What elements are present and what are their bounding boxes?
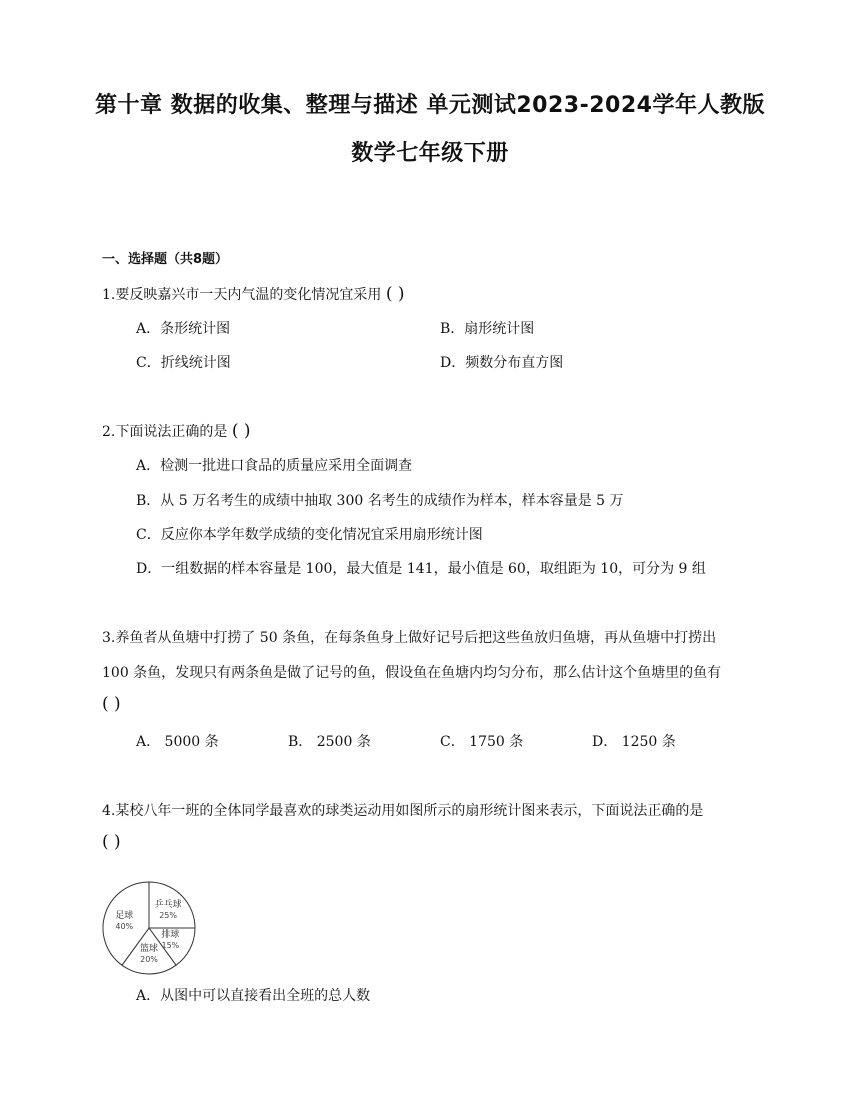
question-2-stem (102, 421, 250, 441)
pie-slice-label: 篮球 (139, 944, 159, 954)
pie-slice-percent: 40% (115, 921, 134, 931)
pie-slice-percent: 15% (161, 940, 180, 950)
doc-title-line2: 数学七年级下册 (351, 141, 509, 166)
question-2-option-b: B．从 5 万名考生的成绩中抽取 300 名考生的成绩作为样本，样本容量是 5 万 (136, 493, 624, 509)
question-3-option-c: C． 1750 条 (440, 734, 524, 750)
question-3-line2: 100 条鱼，发现只有两条鱼是做了记号的鱼，假设鱼在鱼塘内均匀分布，那么估计这个鱼塘里的鱼有 (102, 665, 722, 681)
pie-slice-label: 乒乓球 (154, 899, 182, 910)
question-1-option-d: D．频数分布直方图 (440, 355, 564, 371)
question-3-option-d: D． 1250 条 (592, 734, 676, 750)
question-1-stem (102, 284, 404, 304)
answer-paren: ( ) (385, 284, 405, 304)
question-1-option-b: B．扇形统计图 (440, 321, 535, 337)
question-4-option-a: A．从图中可以直接看出全班的总人数 (136, 988, 371, 1004)
pie-chart (96, 876, 206, 986)
question-2-option-d: D．一组数据的样本容量是 100，最大值是 141，最小值是 60，取组距为 10，可分为 9 组 (136, 561, 706, 577)
pie-slice-label: 足球 (115, 910, 134, 921)
question-4-line1: 4.某校八年一班的全体同学最喜欢的球类运动用如图所示的扇形统计图来表示，下面说法正确的是 (102, 803, 704, 819)
answer-paren: ( ) (102, 832, 121, 852)
question-1-option-c: C．折线统计图 (136, 355, 231, 371)
question-3-option-b: B． 2500 条 (288, 734, 371, 750)
question-2-option-c: C．反应你本学年数学成绩的变化情况宜采用扇形统计图 (136, 527, 483, 543)
doc-title-line1: 第十章 数据的收集、整理与描述 单元测试2023-2024学年人教版 (95, 93, 765, 118)
section-heading: 一、选择题（共8题） (102, 252, 229, 267)
pie-slice-percent: 25% (159, 910, 177, 920)
question-1-text: 1.要反映嘉兴市一天内气温的变化情况宜采用 (102, 287, 382, 303)
answer-paren: ( ) (231, 421, 251, 441)
question-3-option-a: A． 5000 条 (136, 734, 219, 750)
pie-slice-label: 排球 (161, 929, 180, 940)
question-2-text: 2.下面说法正确的是 (102, 424, 228, 440)
question-1-option-a: A．条形统计图 (136, 321, 231, 337)
pie-slice-percent: 20% (140, 955, 158, 964)
pie-chart-svg (96, 876, 206, 986)
question-2-option-a: A．检测一批进口食品的质量应采用全面调查 (136, 458, 413, 474)
question-3-line1: 3.养鱼者从鱼塘中打捞了 50 条鱼，在每条鱼身上做好记号后把这些鱼放归鱼塘，再从鱼塘中打捞出 (102, 630, 717, 646)
answer-paren: ( ) (102, 694, 121, 714)
